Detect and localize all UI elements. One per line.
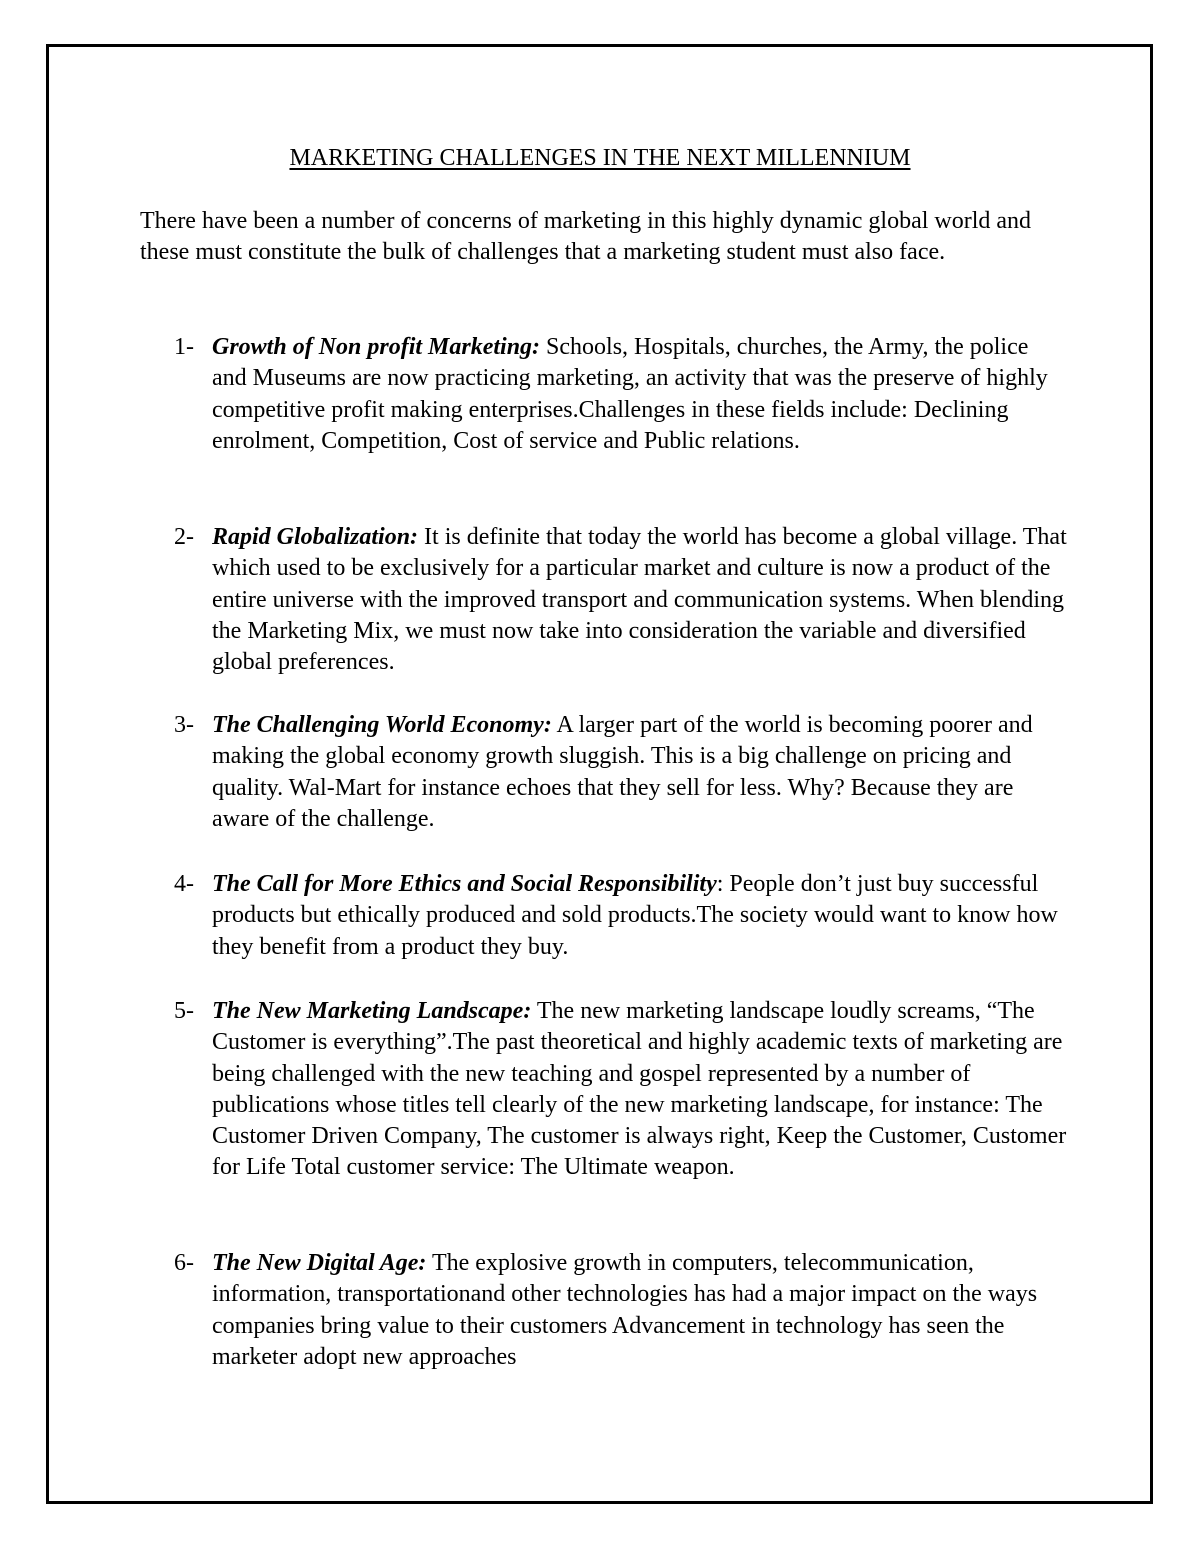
list-item [174,522,1069,678]
item-text: Schools, Hospitals, churches, the Army, the police and Museums are now practicing marketing, an activity that was the preserve of highly competitive profit making enterprises.Challenges in these fields include: Declining enrolment, Competition, Cost of service and Public relations. [212,334,1048,454]
list-item [174,1248,1069,1373]
item-body [212,710,1069,835]
item-body [212,1248,1069,1373]
item-heading: The New Digital Age: [212,1250,427,1276]
item-body [212,996,1069,1184]
item-number: 5- [174,998,194,1024]
item-text: A larger part of the world is becoming poorer and making the global economy growth sluggish. This is a big challenge on pricing and quality. Wal-Mart for instance echoes that they sell for less. Why? Because they are aware of the challenge. [212,712,1033,832]
item-text: The new marketing landscape loudly screams, “The Customer is everything”.The past theoretical and highly academic texts of marketing are being challenged with the new teaching and gospel represented by a number of publications whose titles tell clearly of the new marketing landscape, for instance: The Customer Driven Company, The customer is always right, Keep the Customer, Customer for Life Total customer service: The Ultimate weapon. [212,998,1067,1181]
list-item [174,996,1069,1184]
item-text: It is definite that today the world has become a global village. That which used to be exclusively for a particular market and culture is now a product of the entire universe with the improved transport and communication systems. When blending the Marketing Mix, we must now take into consideration the variable and diversified global preferences. [212,524,1067,676]
item-number: 2- [174,524,194,550]
item-number: 1- [174,334,194,360]
list-item [174,710,1069,835]
item-body [212,869,1069,963]
item-body [212,522,1069,678]
item-number: 6- [174,1250,194,1276]
item-heading: Rapid Globalization: [212,524,419,550]
item-heading: The Call for More Ethics and Social Responsibility [212,871,717,897]
item-heading: The New Marketing Landscape: [212,998,532,1024]
list-item [174,332,1069,457]
item-text: : People don’t just buy successful products but ethically produced and sold products.The society would want to know how they benefit from a product they buy. [212,871,1058,960]
list-item [174,869,1069,963]
item-number: 3- [174,712,194,738]
document-title: MARKETING CHALLENGES IN THE NEXT MILLENNIUM [289,145,911,171]
item-text: The explosive growth in computers, telecommunication, information, transportationand other technologies has had a major impact on the ways companies bring value to their customers Advancement in technology has seen the marketer adopt new approaches [212,1250,1038,1370]
item-body [212,332,1069,457]
item-number: 4- [174,871,194,897]
intro-paragraph: There have been a number of concerns of marketing in this highly dynamic global world and these must constitute the bulk of challenges that a marketing student must also face. [140,208,1032,266]
item-heading: Growth of Non profit Marketing: [212,334,541,360]
item-heading: The Challenging World Economy: [212,712,552,738]
